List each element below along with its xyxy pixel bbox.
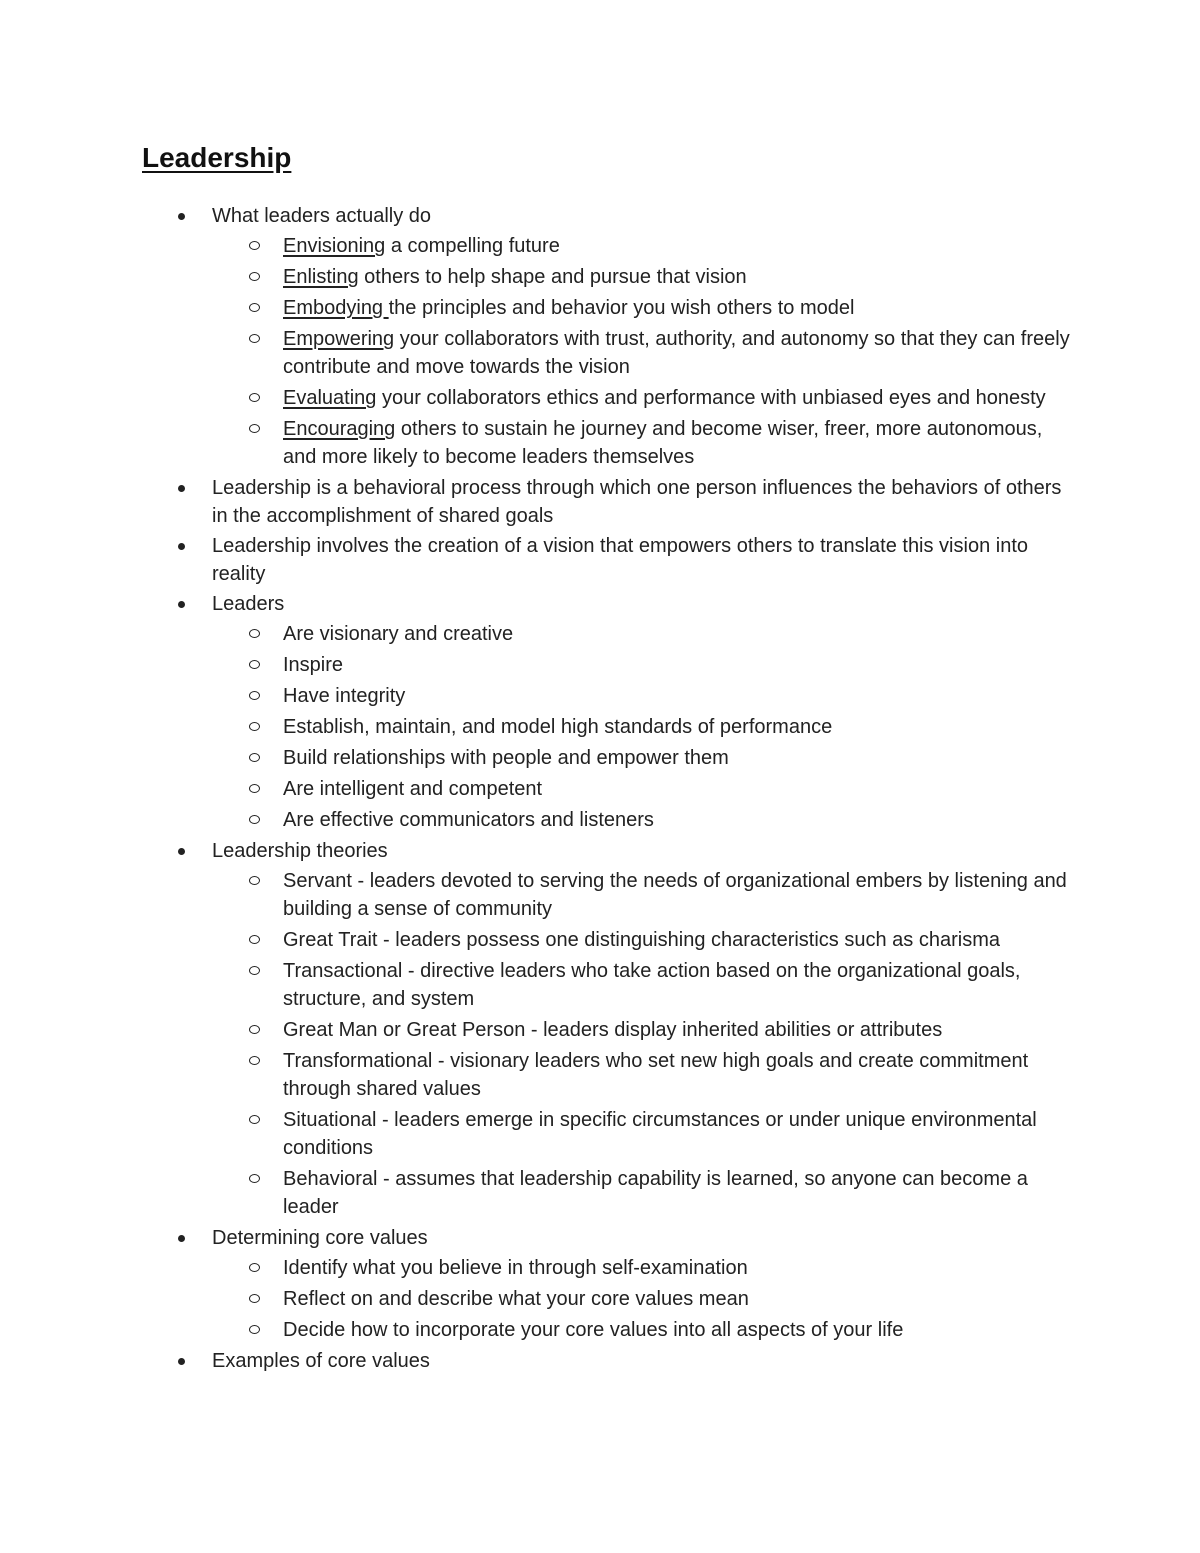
sub-list-item-text: Establish, maintain, and model high standards of performance [283, 716, 833, 738]
underlined-term: Empowering [283, 328, 395, 350]
hollow-circle-bullet-icon [249, 935, 260, 944]
document-title: Leadership [142, 142, 292, 173]
sub-list-item [212, 325, 1070, 381]
sub-list-item [212, 294, 1070, 322]
sub-list-item [212, 713, 1070, 741]
sub-list-item-text: Reflect on and describe what your core values mean [283, 1288, 749, 1310]
sub-list-item-text: others to help shape and pursue that vision [358, 266, 747, 288]
sub-list-item-text: Servant - leaders devoted to serving the needs of organizational embers by listening and building a sense of community [283, 870, 1067, 920]
hollow-circle-bullet-icon [249, 424, 260, 433]
sub-list-item-text: Great Trait - leaders possess one distinguishing characteristics such as charisma [283, 929, 1000, 951]
hollow-circle-bullet-icon [249, 753, 260, 762]
list-item-text: Leaders [212, 593, 285, 615]
hollow-circle-bullet-icon [249, 876, 260, 885]
underlined-term: Encouraging [283, 418, 396, 440]
sub-list-item [212, 415, 1070, 471]
hollow-circle-bullet-icon [249, 241, 260, 250]
sub-list-item [212, 620, 1070, 648]
sub-list-item [212, 1047, 1070, 1103]
hollow-circle-bullet-icon [249, 1325, 260, 1334]
sub-list-item [212, 1285, 1070, 1313]
list-item [142, 1347, 1070, 1375]
sub-list-item-text: Great Man or Great Person - leaders display inherited abilities or attributes [283, 1019, 943, 1041]
underlined-term: Enlisting [283, 266, 359, 288]
list-item [142, 837, 1070, 1221]
list-item-text: Leadership is a behavioral process through which one person influences the behaviors of others in the accomplishment of shared goals [212, 477, 1062, 527]
list-item [142, 1224, 1070, 1344]
list-item-text: What leaders actually do [212, 205, 432, 227]
hollow-circle-bullet-icon [249, 1025, 260, 1034]
sub-list-item-text: Are visionary and creative [283, 623, 514, 645]
bullet-dot-icon [178, 1235, 185, 1242]
sub-list [212, 867, 1070, 1221]
sub-list-item-text: Transactional - directive leaders who take action based on the organizational goals, structure, and system [283, 960, 1021, 1010]
sub-list-item-text: Are intelligent and competent [283, 778, 543, 800]
hollow-circle-bullet-icon [249, 1294, 260, 1303]
sub-list-item [212, 263, 1070, 291]
sub-list-item-text: the principles and behavior you wish others to model [388, 297, 855, 319]
list-item [142, 202, 1070, 471]
hollow-circle-bullet-icon [249, 1263, 260, 1272]
sub-list-item [212, 744, 1070, 772]
underlined-term: Evaluating [283, 387, 377, 409]
sub-list-item [212, 775, 1070, 803]
sub-list-item [212, 1016, 1070, 1044]
sub-list-item [212, 384, 1070, 412]
list-item-text: Leadership involves the creation of a vision that empowers others to translate this vision into reality [212, 535, 1028, 585]
sub-list [212, 232, 1070, 471]
sub-list-item-text: Build relationships with people and empower them [283, 747, 729, 769]
sub-list-item-text: Situational - leaders emerge in specific circumstances or under unique environmental conditions [283, 1109, 1037, 1159]
list-item-text: Leadership theories [212, 840, 388, 862]
sub-list-item-text: Identify what you believe in through self-examination [283, 1257, 748, 1279]
sub-list-item-text: a compelling future [385, 235, 560, 257]
hollow-circle-bullet-icon [249, 1056, 260, 1065]
sub-list-item [212, 957, 1070, 1013]
underlined-term: Envisioning [283, 235, 386, 257]
hollow-circle-bullet-icon [249, 722, 260, 731]
bullet-dot-icon [178, 1358, 185, 1365]
hollow-circle-bullet-icon [249, 629, 260, 638]
hollow-circle-bullet-icon [249, 660, 260, 669]
list-item [142, 532, 1070, 588]
hollow-circle-bullet-icon [249, 691, 260, 700]
bullet-dot-icon [178, 213, 185, 220]
sub-list-item [212, 1254, 1070, 1282]
sub-list-item-text: Decide how to incorporate your core values into all aspects of your life [283, 1319, 904, 1341]
bullet-dot-icon [178, 601, 185, 608]
sub-list-item-text: others to sustain he journey and become wiser, freer, more autonomous, and more likely to become leaders themselves [283, 418, 1043, 468]
hollow-circle-bullet-icon [249, 1174, 260, 1183]
sub-list-item-text: Behavioral - assumes that leadership capability is learned, so anyone can become a leader [283, 1168, 1028, 1218]
sub-list-item-text: Inspire [283, 654, 344, 676]
list-item [142, 474, 1070, 530]
hollow-circle-bullet-icon [249, 784, 260, 793]
sub-list-item-text: Have integrity [283, 685, 406, 707]
sub-list-item [212, 232, 1070, 260]
sub-list-item [212, 682, 1070, 710]
list-item-text: Determining core values [212, 1227, 428, 1249]
hollow-circle-bullet-icon [249, 393, 260, 402]
sub-list-item [212, 806, 1070, 834]
sub-list-item-text: Are effective communicators and listeners [283, 809, 654, 831]
sub-list-item [212, 1106, 1070, 1162]
sub-list-item [212, 651, 1070, 679]
sub-list-item-text: Transformational - visionary leaders who set new high goals and create commitment through shared values [283, 1050, 1029, 1100]
sub-list-item-text: your collaborators ethics and performance with unbiased eyes and honesty [376, 387, 1046, 409]
sub-list [212, 1254, 1070, 1344]
hollow-circle-bullet-icon [249, 303, 260, 312]
sub-list-item [212, 867, 1070, 923]
hollow-circle-bullet-icon [249, 1115, 260, 1124]
sub-list-item [212, 926, 1070, 954]
hollow-circle-bullet-icon [249, 966, 260, 975]
bullet-dot-icon [178, 485, 185, 492]
bullet-dot-icon [178, 543, 185, 550]
list-item [142, 590, 1070, 834]
sub-list-item-text: your collaborators with trust, authority, and autonomy so that they can freely contribute and move towards the vision [283, 328, 1070, 378]
sub-list-item [212, 1316, 1070, 1344]
bullet-list [142, 202, 1070, 1375]
underlined-term: Embodying [283, 297, 389, 319]
hollow-circle-bullet-icon [249, 815, 260, 824]
hollow-circle-bullet-icon [249, 334, 260, 343]
list-item-text: Examples of core values [212, 1350, 430, 1372]
bullet-dot-icon [178, 848, 185, 855]
hollow-circle-bullet-icon [249, 272, 260, 281]
sub-list [212, 620, 1070, 834]
sub-list-item [212, 1165, 1070, 1221]
